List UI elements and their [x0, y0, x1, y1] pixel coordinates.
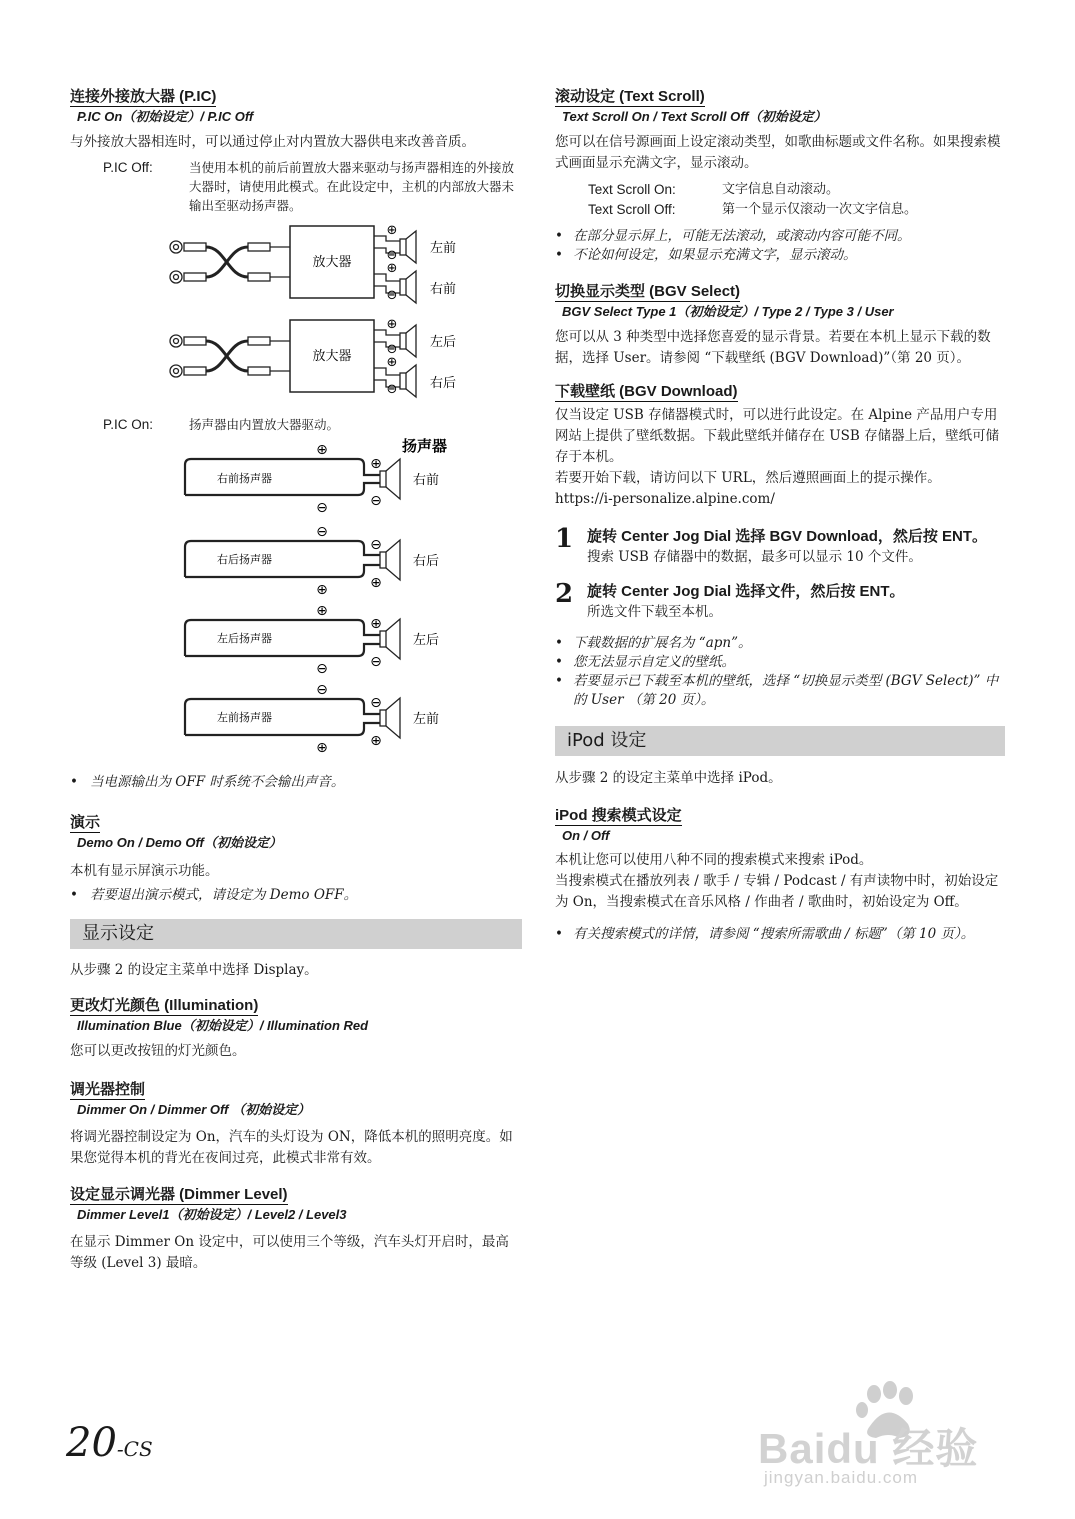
bgv-download-desc: 仅当设定 USB 存储器模式时，可以进行此设定。在 Alpine 产品用户专用网站上提供了壁纸数据。下载此壁纸并储存在 USB 存储器上后，壁纸可储存于本机。: [555, 407, 1000, 465]
minus-mark: ⊖: [316, 661, 328, 677]
demo-options: Demo On / Demo Off（初始设定）: [77, 835, 282, 850]
pic-note: • 当电源输出为 OFF 时系统不会输出声音。: [70, 773, 522, 792]
dimmer-options: Dimmer On / Dimmer Off （初始设定）: [77, 1102, 311, 1117]
minus-mark: ⊖: [316, 500, 328, 516]
text-scroll-desc: 您可以在信号源画面上设定滚动类型，如歌曲标题或文件名称。如果搜索模式画面显示充满文字，显示滚动。: [555, 134, 1001, 171]
step-2-desc: 所选文件下载至本机。: [587, 604, 722, 620]
text-scroll-on-term: Text Scroll On:: [588, 182, 676, 197]
pic-off-desc: 当使用本机的前后前置放大器来驱动与扬声器相连的外接放大器时，请使用此模式。在此设定中，主机的内部放大器未输出至驱动扬声器。: [189, 160, 515, 213]
bgv-download-heading: 下载壁纸 (BGV Download): [555, 383, 738, 400]
plus-mark: ⊕: [386, 317, 398, 332]
bgv-download-note-1: • 下载数据的扩展名为 “apn”。: [555, 634, 1005, 653]
dimmer-level-desc: 在显示 Dimmer On 设定中，可以使用三个等级，汽车头灯开启时，最高等级 (Level 3) 最暗。: [70, 1234, 509, 1271]
plus-mark: ⊕: [316, 442, 328, 458]
step-1-title: 旋转 Center Jog Dial 选择 BGV Download，然后按 ENT。: [587, 528, 988, 545]
bgv-download-desc-2: 若要开始下载，请访问以下 URL，然后遵照画面上的提示操作。: [555, 470, 941, 486]
dimmer-heading: 调光器控制: [70, 1081, 146, 1098]
spk-label-fr: 右前: [413, 473, 440, 488]
pic-off-definition: [70, 158, 522, 215]
plus-mark: ⊕: [316, 603, 328, 619]
amplifier-diagram: [70, 221, 522, 411]
minus-mark: ⊖: [386, 288, 398, 303]
step-1: [555, 526, 1005, 567]
minus-mark: ⊖: [370, 695, 382, 711]
demo-section: [70, 812, 522, 905]
right-column: [555, 86, 1005, 944]
minus-mark: ⊖: [386, 248, 398, 263]
minus-mark: ⊖: [370, 654, 382, 670]
dimmer-level-section: [70, 1184, 522, 1274]
page-number-value: 20: [66, 1420, 117, 1466]
pic-section: [70, 86, 522, 792]
bgv-download-section: [555, 381, 1005, 710]
spk-label-fl: 左前: [413, 712, 440, 727]
wire-label-rr: 右后扬声器: [217, 553, 272, 566]
left-column: [70, 86, 522, 1274]
bgv-select-desc: 您可以从 3 种类型中选择您喜爱的显示背景。若要在本机上显示下载的数据，选择 User。请参阅 “下载壁纸 (BGV Download)”（第 20 页）。: [555, 329, 991, 366]
page-number: [66, 1420, 153, 1466]
minus-mark: ⊖: [386, 342, 398, 357]
pic-on-definition: [70, 415, 522, 435]
step-2-number: 2: [555, 579, 574, 609]
spk-rear-left: 左后: [430, 335, 457, 350]
demo-desc: 本机有显示屏演示功能。: [70, 863, 219, 879]
minus-mark: ⊖: [316, 524, 328, 540]
pic-on-desc: 扬声器由内置放大器驱动。: [189, 417, 340, 432]
display-settings-band: 显示设定: [70, 919, 522, 949]
wire-label-rl: 左后扬声器: [217, 632, 272, 645]
ipod-search-note: • 有关搜索模式的详情，请参阅 “搜索所需歌曲 / 标题”（第 10 页）。: [555, 925, 1005, 944]
text-scroll-on-desc: 文字信息自动滚动。: [722, 182, 840, 197]
pic-heading: 连接外接放大器 (P.IC): [70, 88, 217, 105]
illumination-options: Illumination Blue（初始设定）/ Illumination Red: [77, 1018, 369, 1033]
minus-mark: ⊖: [370, 537, 382, 553]
step-2: [555, 581, 1005, 622]
text-scroll-section: [555, 86, 1005, 265]
plus-mark: ⊕: [370, 733, 382, 749]
page-number-suffix: -CS: [116, 1437, 153, 1461]
illumination-desc: 您可以更改按钮的灯光颜色。: [70, 1043, 246, 1059]
watermark-url: jingyan.baidu.com: [764, 1468, 919, 1487]
bgv-download-notes: [555, 634, 1005, 710]
step-2-title: 旋转 Center Jog Dial 选择文件，然后按 ENT。: [587, 583, 905, 600]
ipod-search-options: On / Off: [562, 828, 610, 843]
step-1-number: 1: [555, 524, 574, 554]
plus-mark: ⊕: [316, 582, 328, 598]
text-scroll-options: Text Scroll On / Text Scroll Off（初始设定）: [562, 109, 827, 124]
plus-mark: ⊕: [386, 223, 398, 238]
ipod-search-heading: iPod 搜索模式设定: [555, 807, 682, 824]
dimmer-level-heading: 设定显示调光器 (Dimmer Level): [70, 1186, 288, 1203]
ipod-search-desc: 本机让您可以使用八种不同的搜索模式来搜索 iPod。: [555, 852, 873, 868]
ipod-search-section: [555, 805, 1005, 944]
spk-label-rr: 右后: [413, 554, 440, 569]
amp-label-2: 放大器: [312, 349, 352, 364]
minus-mark: ⊖: [386, 382, 398, 397]
wire-label-fr: 右前扬声器: [217, 472, 272, 485]
speaker-diagram: [70, 435, 522, 765]
illumination-heading: 更改灯光颜色 (Illumination): [70, 997, 259, 1014]
text-scroll-definitions: [588, 180, 1005, 220]
spk-front-left: 左前: [430, 241, 457, 256]
plus-mark: ⊕: [370, 575, 382, 591]
ipod-desc: 从步骤 2 的设定主菜单中选择 iPod。: [555, 770, 782, 786]
text-scroll-notes: [555, 227, 1005, 265]
text-scroll-off-term: Text Scroll Off:: [588, 202, 676, 217]
plus-mark: ⊕: [370, 456, 382, 472]
dimmer-level-options: Dimmer Level1（初始设定）/ Level2 / Level3: [77, 1207, 347, 1222]
wire-label-fl: 左前扬声器: [217, 711, 272, 724]
bgv-download-url: https://i-personalize.alpine.com/: [555, 491, 775, 507]
dimmer-desc: 将调光器控制设定为 On，汽车的头灯设为 ON，降低本机的照明亮度。如果您觉得本机的背光在夜间过亮，此模式非常有效。: [70, 1129, 513, 1166]
plus-mark: ⊕: [386, 355, 398, 370]
ipod-search-desc-2: 当搜索模式在播放列表 / 歌手 / 专辑 / Podcast / 有声读物中时，初始设定为 On，当搜索模式在音乐风格 / 作曲者 / 歌曲时，初始设定为 Off。: [555, 873, 999, 910]
bgv-download-note-2: • 您无法显示自定义的壁纸。: [555, 653, 1005, 672]
display-desc: 从步骤 2 的设定主菜单中选择 Display。: [70, 962, 318, 978]
baidu-watermark: [758, 1380, 1048, 1490]
bgv-select-section: [555, 281, 1005, 369]
text-scroll-note-1: • 在部分显示屏上，可能无法滚动，或滚动内容可能不同。: [555, 227, 1005, 246]
plus-mark: ⊕: [316, 740, 328, 756]
text-scroll-off-desc: 第一个显示仅滚动一次文字信息。: [722, 202, 918, 217]
plus-mark: ⊕: [386, 261, 398, 276]
pic-on-term: P.IC On:: [103, 417, 154, 432]
demo-note: • 若要退出演示模式，请设定为 Demo OFF。: [70, 886, 522, 905]
spk-rear-right: 右后: [430, 376, 457, 391]
plus-mark: ⊕: [370, 616, 382, 632]
minus-mark: ⊖: [370, 493, 382, 509]
ipod-settings-band: iPod 设定: [555, 726, 1005, 756]
text-scroll-heading: 滚动设定 (Text Scroll): [555, 88, 705, 105]
illumination-section: [70, 995, 522, 1062]
watermark-brand: Baidu 经验: [758, 1425, 979, 1472]
bgv-select-heading: 切换显示类型 (BGV Select): [555, 283, 741, 300]
bgv-select-options: BGV Select Type 1（初始设定）/ Type 2 / Type 3 / User: [562, 304, 894, 319]
pic-options: P.IC On（初始设定）/ P.IC Off: [77, 109, 254, 124]
pic-off-term: P.IC Off:: [103, 160, 153, 175]
dimmer-section: [70, 1079, 522, 1169]
amp-label-1: 放大器: [312, 255, 352, 270]
minus-mark: ⊖: [316, 682, 328, 698]
spk-front-right: 右前: [430, 282, 457, 297]
bgv-download-note-3: • 若要显示已下载至本机的壁纸，选择 “切换显示类型 (BGV Select)” 中的 User （第 20 页）。: [555, 672, 1005, 710]
step-1-desc: 搜索 USB 存储器中的数据，最多可以显示 10 个文件。: [587, 549, 922, 565]
spk-label-rl: 左后: [413, 633, 440, 648]
demo-heading: 演示: [70, 814, 101, 831]
pic-intro: 与外接放大器相连时，可以通过停止对内置放大器供电来改善音质。: [70, 134, 475, 150]
text-scroll-note-2: • 不论如何设定，如果显示充满文字，显示滚动。: [555, 246, 1005, 265]
speaker-title: 扬声器: [402, 437, 448, 455]
